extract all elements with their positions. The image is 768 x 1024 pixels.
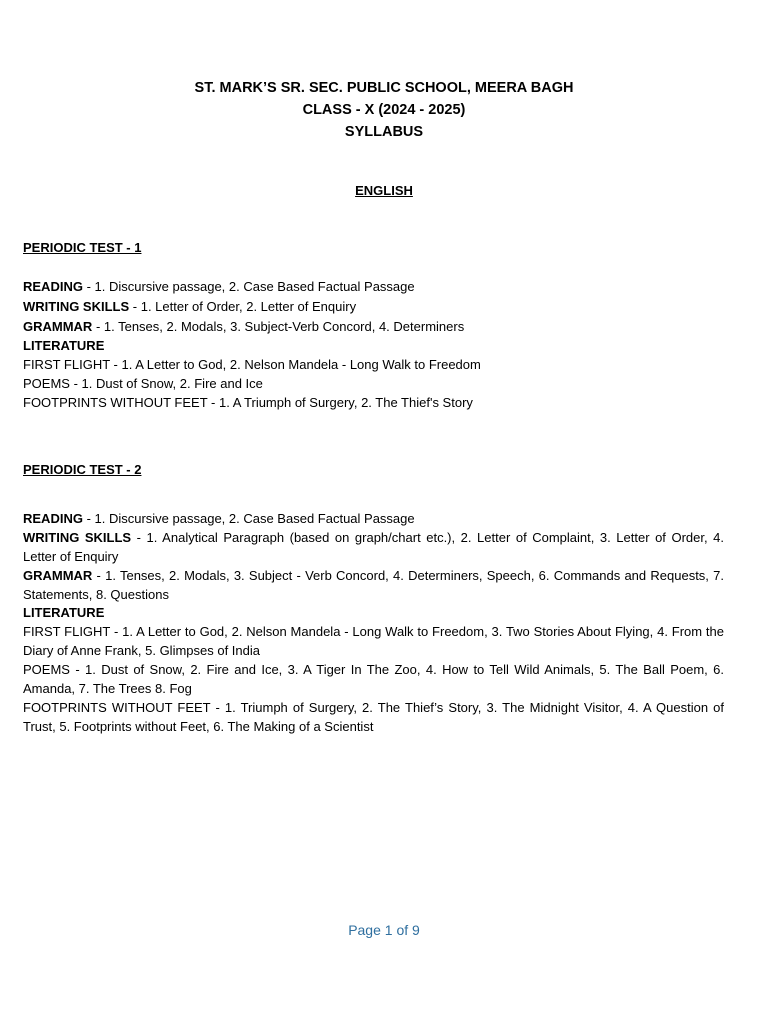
page-number: Page 1 of 9 xyxy=(348,922,420,938)
pt1-reading-label: READING xyxy=(23,279,83,294)
pt2-reading-text: - 1. Discursive passage, 2. Case Based Factual Passage xyxy=(82,511,415,526)
class-title: CLASS - X (2024 - 2025) xyxy=(302,102,466,118)
pt1-poems: POEMS - 1. Dust of Snow, 2. Fire and Ice xyxy=(23,376,263,391)
syllabus-title: SYLLABUS xyxy=(344,124,424,140)
pt2-writing-text: - 1. Analytical Paragraph (based on graph/chart etc.), 2. Letter of Complaint, 3. Letter of Order, 4. Letter of Enquiry xyxy=(23,530,724,564)
pt1-grammar-label: GRAMMAR xyxy=(23,319,93,334)
pt2-writing xyxy=(23,528,724,566)
pt1-first-flight: FIRST FLIGHT - 1. A Letter to God, 2. Nelson Mandela - Long Walk to Freedom xyxy=(23,357,481,372)
pt2-reading xyxy=(23,509,724,528)
pt2-reading-label: READING xyxy=(23,511,83,526)
pt1-footprints: FOOTPRINTS WITHOUT FEET - 1. A Triumph of Surgery, 2. The Thief's Story xyxy=(23,395,473,410)
pt2-grammar xyxy=(23,566,724,604)
pt1-reading-text: - 1. Discursive passage, 2. Case Based Factual Passage xyxy=(82,279,415,294)
pt1-grammar xyxy=(23,317,724,336)
subject-heading: ENGLISH xyxy=(355,183,413,198)
pt1-grammar-text: - 1. Tenses, 2. Modals, 3. Subject-Verb Concord, 4. Determiners xyxy=(92,319,465,334)
pt2-grammar-label: GRAMMAR xyxy=(23,568,93,583)
pt1-reading xyxy=(23,277,724,296)
pt1-writing xyxy=(23,297,724,316)
pt2-grammar-text: - 1. Tenses, 2. Modals, 3. Subject - Verb Concord, 4. Determiners, Speech, 6. Commands and Requests, 7. Statements, 8. Questions xyxy=(23,568,724,602)
school-name: ST. MARK’S SR. SEC. PUBLIC SCHOOL, MEERA BAGH xyxy=(194,80,574,96)
pt1-writing-label: WRITING SKILLS xyxy=(23,299,130,314)
pt2-literature-label: LITERATURE xyxy=(23,605,105,620)
pt2-title: PERIODIC TEST - 2 xyxy=(23,462,142,477)
pt2-writing-label: WRITING SKILLS xyxy=(23,530,132,545)
pt1-literature-label: LITERATURE xyxy=(23,338,105,353)
pt2-first-flight: FIRST FLIGHT - 1. A Letter to God, 2. Nelson Mandela - Long Walk to Freedom, 3. Two Stories About Flying, 4. From the Diary of Anne Frank, 5. Glimpses of India xyxy=(23,624,724,658)
pt1-writing-text: - 1. Letter of Order, 2. Letter of Enquiry xyxy=(129,299,357,314)
pt2-footprints: FOOTPRINTS WITHOUT FEET - 1. Triumph of Surgery, 2. The Thief’s Story, 3. The Midnight Visitor, 4. A Question of Trust, 5. Footprints without Feet, 6. The Making of a Scientist xyxy=(23,700,724,734)
pt2-poems: POEMS - 1. Dust of Snow, 2. Fire and Ice, 3. A Tiger In The Zoo, 4. How to Tell Wild Animals, 5. The Ball Poem, 6. Amanda, 7. The Trees 8. Fog xyxy=(23,662,724,696)
pt1-title: PERIODIC TEST - 1 xyxy=(23,240,142,255)
